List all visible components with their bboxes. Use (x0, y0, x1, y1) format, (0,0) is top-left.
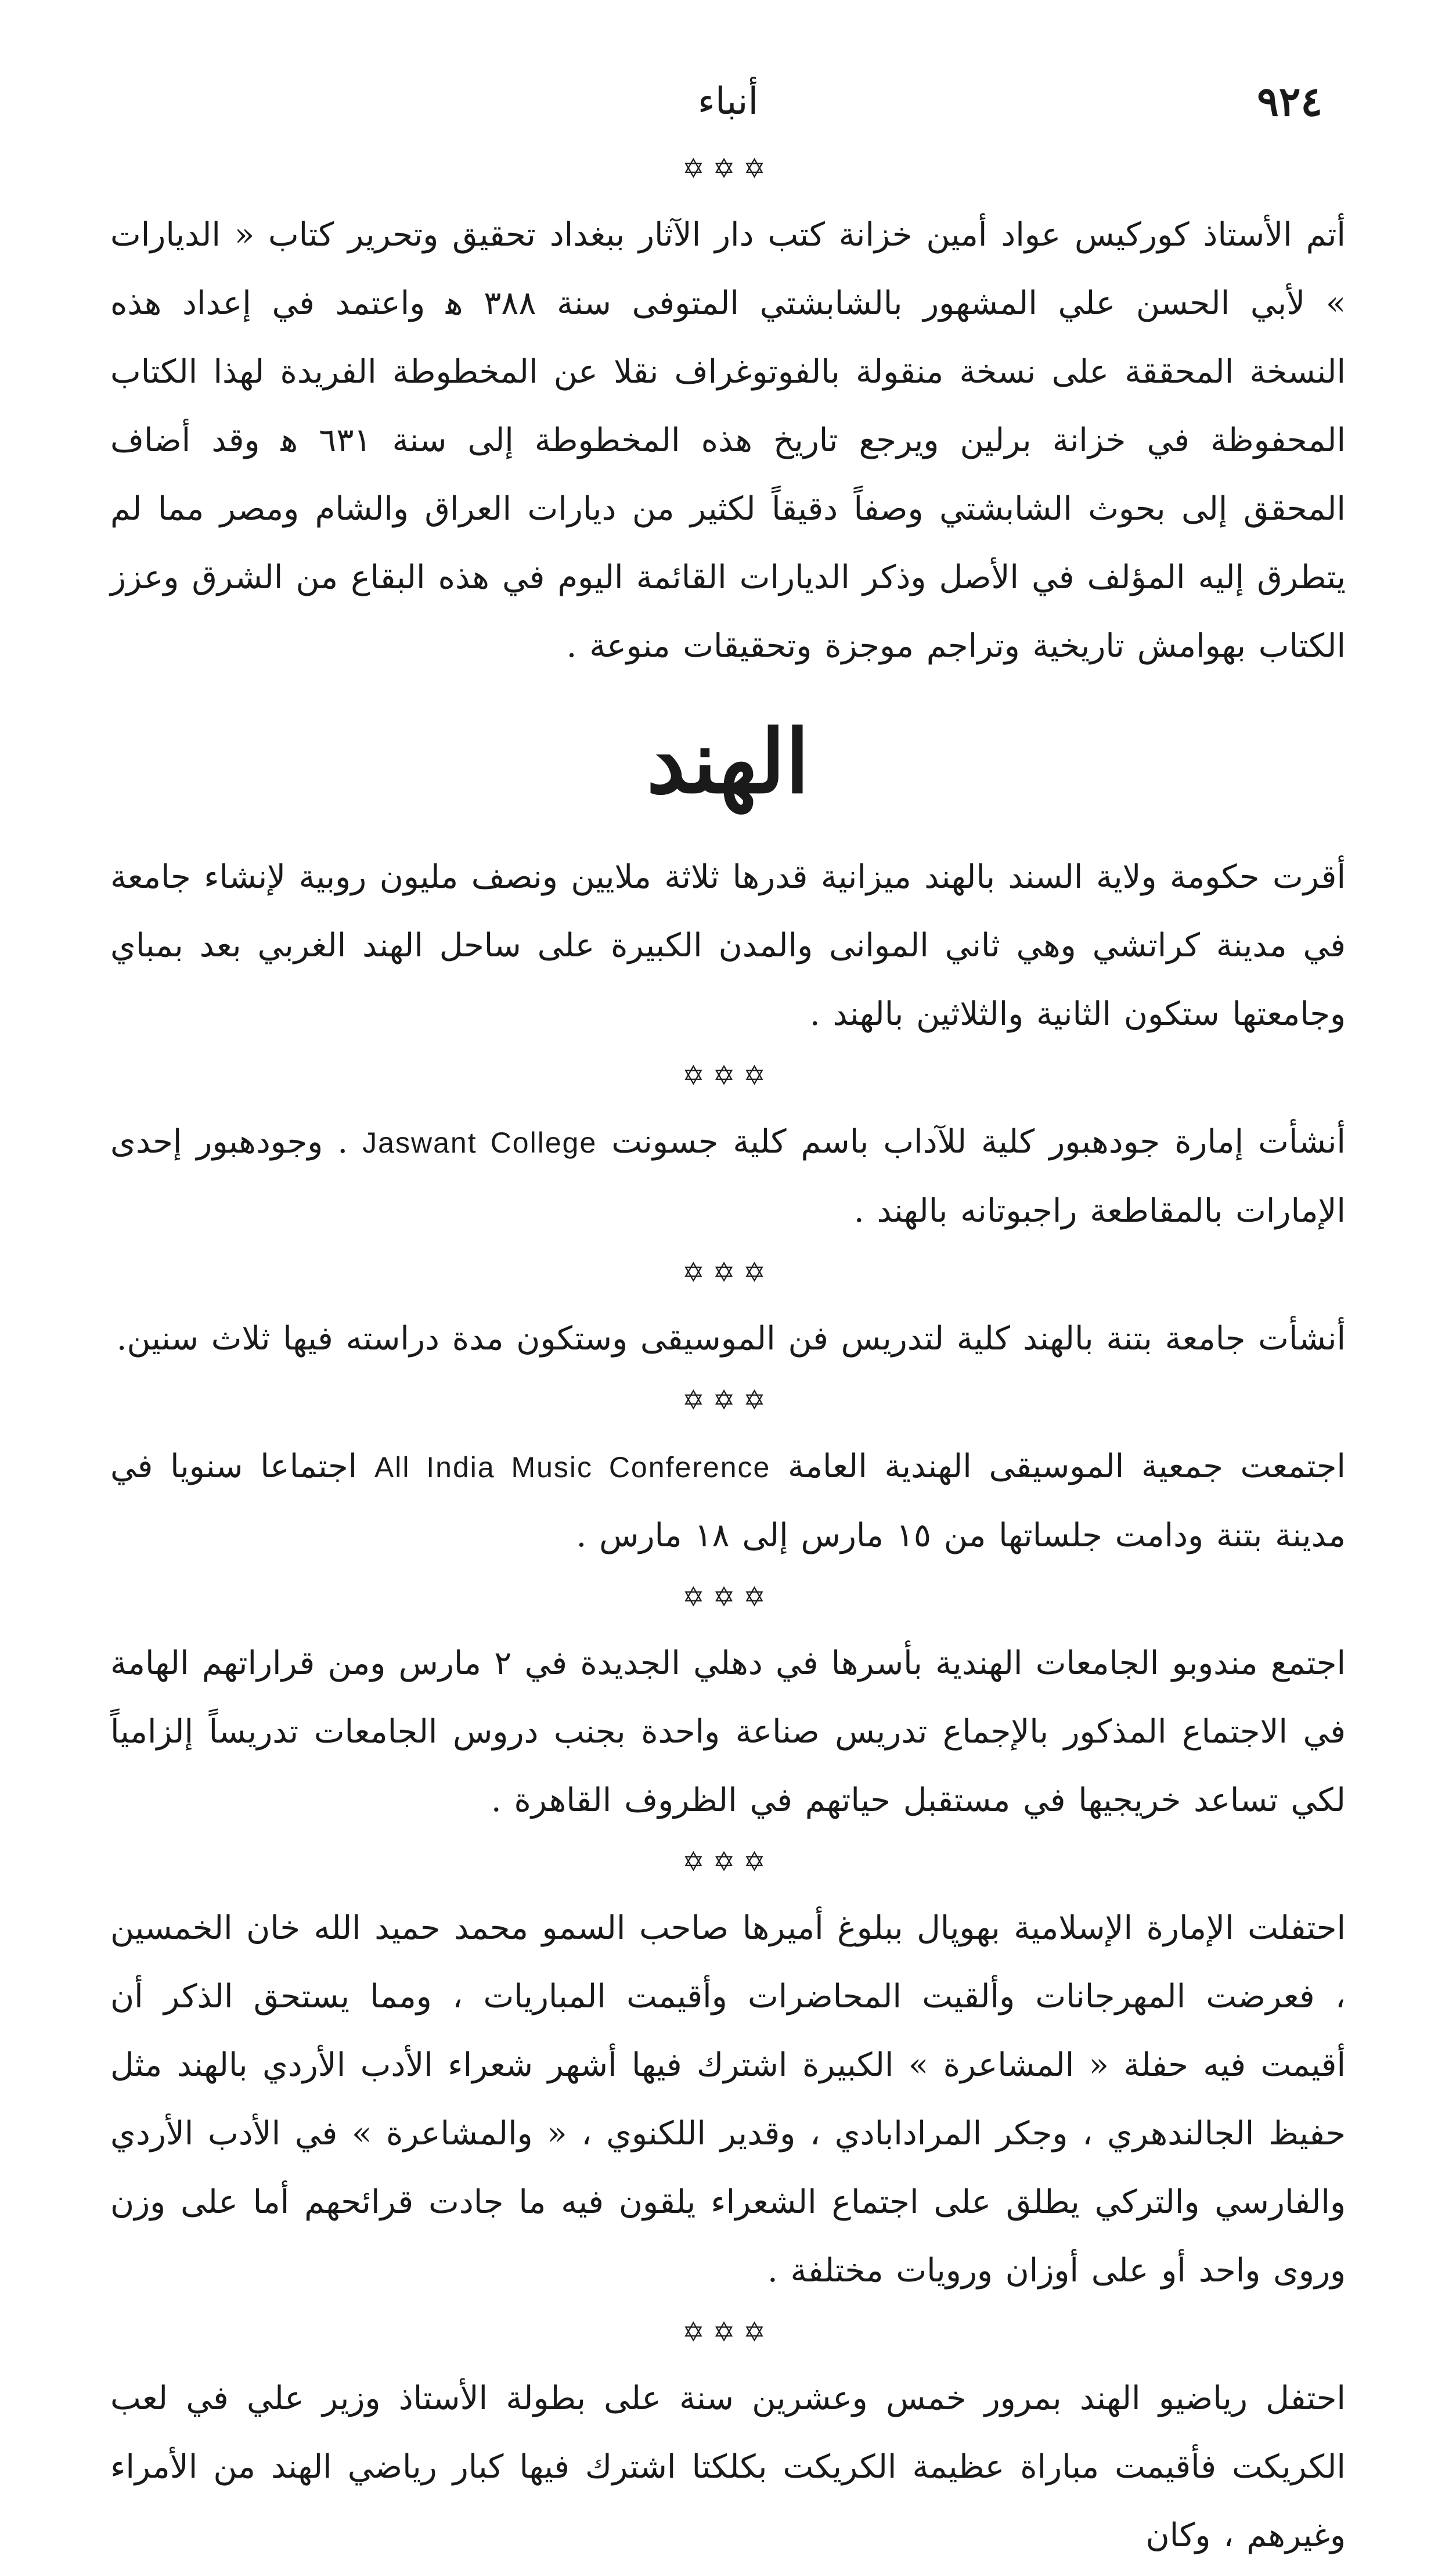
section-separator: ✡✡✡ (682, 153, 774, 184)
entry-latin-name: All India Music Conference (374, 1451, 771, 1484)
news-entry-1: أقرت حكومة ولاية السند بالهند ميزانية قدرها ثلاثة ملايين ونصف مليون روبية لإنشاء جامعة في مدينة كراتشي وهي ثاني الموانى والمدن الكبيرة على ساحل الهند الغربي بعد بمباي وجامعتها ستكون الثانية والثلاثين بالهند . (110, 858, 1346, 1033)
news-entry-4 (110, 1432, 1346, 1570)
entry-text-before: أنشأت إمارة جودهبور كلية للآداب باسم كلية جسونت (611, 1123, 1346, 1161)
entry-text-before: اجتمعت جمعية الموسيقى الهندية العامة (788, 1448, 1346, 1485)
news-entry-2 (110, 1108, 1346, 1246)
entry-text-after: اجتماعا سنويا في مدينة بتنة ودامت جلساتها من ١٥ مارس إلى ١٨ مارس . (110, 1448, 1346, 1554)
news-entry-6: احتفلت الإمارة الإسلامية بهوپال ببلوغ أميرها صاحب السمو محمد حميد الله خان الخمسين ، فعرضت المهرجانات وألقيت المحاضرات وأقيمت المباريات ، ومما يستحق الذكر أن أقيمت فيه حفلة « المشاعرة » الكبيرة اشترك فيها أشهر شعراء الأدب الأردي بالهند مثل حفيظ الجالندهري ، وجكر المرادابادي ، وقدير اللكنوي ، « والمشاعرة » في الأدب الأردي والفارسي والتركي يطلق على اجتماع الشعراء يلقون فيه ما جادت قرائحهم أما على وزن وروى واحد أو على أوزان ورويات مختلفة . (110, 1909, 1346, 2290)
running-title: أنباء (697, 80, 759, 123)
section-separator: ✡✡✡ (682, 1846, 774, 1877)
section-separator: ✡✡✡ (682, 2316, 774, 2348)
section-title-india: الهند (646, 711, 810, 813)
section-separator: ✡✡✡ (682, 1060, 774, 1091)
news-entry-7: احتفل رياضيو الهند بمرور خمس وعشرين سنة على بطولة الأستاذ وزير علي في لعب الكريكت فأقيمت مباراة عظيمة الكريكت بكلكتا اشترك فيها كبار رياضي الهند من الأمراء وغيرهم ، وكان (110, 2380, 1346, 2554)
news-entry-iraq-tail: أتم الأستاذ كوركيس عواد أمين خزانة كتب دار الآثار ببغداد تحقيق وتحرير كتاب « الديارات » لأبي الحسن علي المشهور بالشابشتي المتوفى سنة ٣٨٨ ﻫ واعتمد في إعداد هذه النسخة المحققة على نسخة منقولة بالفوتوغراف نقلا عن المخطوطة الفريدة لهذا الكتاب المحفوظة في خزانة برلين ويرجع تاريخ هذه المخطوطة إلى سنة ٦٣١ ﻫ وقد أضاف المحقق إلى بحوث الشابشتي وصفاً دقيقاً لكثير من ديارات العراق والشام ومصر مما لم يتطرق إليه المؤلف في الأصل وذكر الديارات القائمة اليوم في هذه البقاع من الشرق وعزز الكتاب بهوامش تاريخية وتراجم موجزة وتحقيقات منوعة . (110, 216, 1346, 665)
section-separator: ✡✡✡ (682, 1257, 774, 1288)
entry-latin-name: Jaswant College (362, 1126, 597, 1159)
news-entry-3: أنشأت جامعة بتنة بالهند كلية لتدريس فن الموسيقى وستكون مدة دراسته فيها ثلاث سنين. (116, 1320, 1346, 1358)
section-separator: ✡✡✡ (682, 1384, 774, 1416)
entry-text-after: . وجودهبور إحدى الإمارات بالمقاطعة راجبوتانه بالهند . (110, 1123, 1346, 1230)
section-separator: ✡✡✡ (682, 1581, 774, 1612)
running-head (110, 70, 1346, 134)
news-entry-5: اجتمع مندوبو الجامعات الهندية بأسرها في دهلي الجديدة في ٢ مارس ومن قراراتهم الهامة في الاجتماع المذكور بالإجماع تدريس صناعة واحدة بجنب دروس الجامعات تدريساً إلزامياً لكي تساعد خريجيها في مستقبل حياتهم في الظروف القاهرة . (110, 1644, 1346, 1819)
page-number: ٩٢٤ (1257, 77, 1322, 125)
